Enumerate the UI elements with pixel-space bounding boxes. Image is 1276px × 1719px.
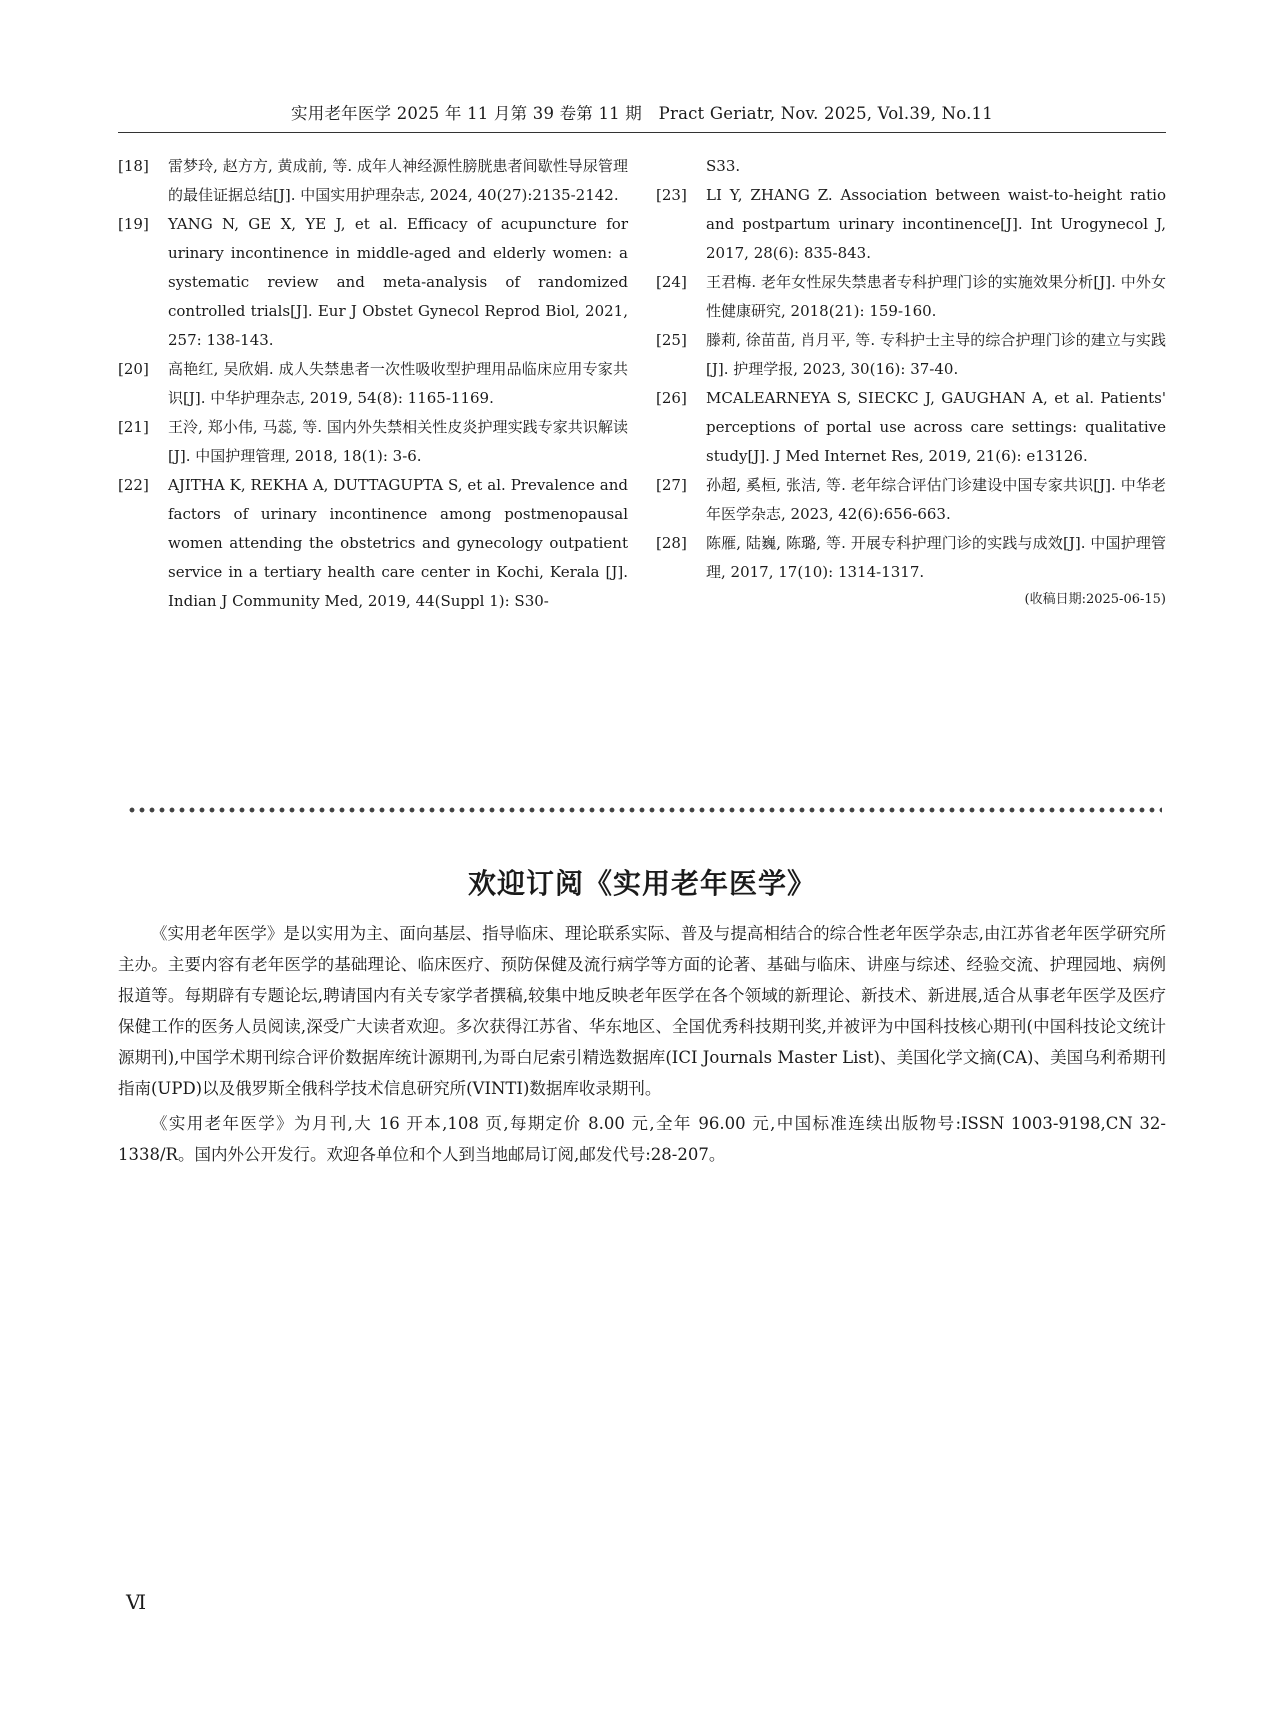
- running-header: 实用老年医学 2025 年 11 月第 39 卷第 11 期 Pract Geriatr, Nov. 2025, Vol.39, No.11: [118, 100, 1166, 133]
- reference-number: [22]: [118, 476, 149, 494]
- reference-number: [20]: [118, 360, 149, 378]
- reference-number: [18]: [118, 157, 149, 175]
- page-number: Ⅵ: [126, 1590, 147, 1614]
- reference-text: 王泠, 郑小伟, 马蕊, 等. 国内外失禁相关性皮炎护理实践专家共识解读[J]. 中国护理管理, 2018, 18(1): 3-6.: [168, 418, 628, 465]
- reference-text: AJITHA K, REKHA A, DUTTAGUPTA S, et al. Prevalence and factors of urinary incontinence among postmenopausal women attending the obstetrics and gynecology outpatient service in a tertiary health care center in Kochi, Kerala [J]. Indian J Community Med, 2019, 44(Suppl 1): S30-: [168, 476, 628, 610]
- references-right-column: [656, 152, 1166, 613]
- reference-item: [118, 471, 628, 616]
- reference-text: 王君梅. 老年女性尿失禁患者专科护理门诊的实施效果分析[J]. 中外女性健康研究, 2018(21): 159-160.: [706, 273, 1166, 320]
- reference-item: [118, 413, 628, 471]
- reference-text: 雷梦玲, 赵方方, 黄成前, 等. 成年人神经源性膀胱患者间歇性导尿管理的最佳证据总结[J]. 中国实用护理杂志, 2024, 40(27):2135-2142.: [168, 157, 628, 204]
- reference-number: [25]: [656, 331, 687, 349]
- reference-item: [656, 326, 1166, 384]
- reference-number: [19]: [118, 215, 149, 233]
- reference-item: [118, 210, 628, 355]
- reference-number: [21]: [118, 418, 149, 436]
- reference-text: LI Y, ZHANG Z. Association between waist-to-height ratio and postpartum urinary incontinence[J]. Int Urogynecol J, 2017, 28(6): 835-843.: [706, 186, 1166, 262]
- reference-text: 孙超, 奚桓, 张洁, 等. 老年综合评估门诊建设中国专家共识[J]. 中华老年医学杂志, 2023, 42(6):656-663.: [706, 476, 1166, 523]
- reference-text: YANG N, GE X, YE J, et al. Efficacy of acupuncture for urinary incontinence in middle-aged and elderly women: a systematic review and meta-analysis of randomized controlled trials[J]. Eur J Obstet Gynecol Reprod Biol, 2021, 257: 138-143.: [168, 215, 628, 349]
- subscription-notice-body: [118, 918, 1166, 1174]
- reference-text: MCALEARNEYA S, SIECKC J, GAUGHAN A, et al. Patients' perceptions of portal use across care settings: qualitative study[J]. J Med Internet Res, 2019, 21(6): e13126.: [706, 389, 1166, 465]
- reference-number: [26]: [656, 389, 687, 407]
- reference-item: [656, 384, 1166, 471]
- reference-number: [23]: [656, 186, 687, 204]
- reference-item: [656, 268, 1166, 326]
- received-date: (收稿日期:2025-06-15): [1024, 592, 1166, 607]
- reference-number: [28]: [656, 534, 687, 552]
- reference-text: 高艳红, 吴欣娟. 成人失禁患者一次性吸收型护理用品临床应用专家共识[J]. 中华护理杂志, 2019, 54(8): 1165-1169.: [168, 360, 628, 407]
- reference-text: 滕莉, 徐苗苗, 肖月平, 等. 专科护士主导的综合护理门诊的建立与实践[J]. 护理学报, 2023, 30(16): 37-40.: [706, 331, 1166, 378]
- section-divider: [128, 806, 1162, 814]
- notice-paragraph: 《实用老年医学》是以实用为主、面向基层、指导临床、理论联系实际、普及与提高相结合的综合性老年医学杂志,由江苏省老年医学研究所主办。主要内容有老年医学的基础理论、临床医疗、预防保健及流行病学等方面的论著、基础与临床、讲座与综述、经验交流、护理园地、病例报道等。每期辟有专题论坛,聘请国内有关专家学者撰稿,较集中地反映老年医学在各个领域的新理论、新技术、新进展,适合从事老年医学及医疗保健工作的医务人员阅读,深受广大读者欢迎。多次获得江苏省、华东地区、全国优秀科技期刊奖,并被评为中国科技核心期刊(中国科技论文统计源期刊),中国学术期刊综合评价数据库统计源期刊,为哥白尼索引精选数据库(ICI Journals Master List)、美国化学文摘(CA)、美国乌利希期刊指南(UPD)以及俄罗斯全俄科学技术信息研究所(VINTI)数据库收录期刊。: [118, 924, 1166, 1098]
- reference-item: [656, 181, 1166, 268]
- reference-item: [656, 471, 1166, 529]
- reference-continuation: S33.: [706, 157, 741, 175]
- reference-number: [24]: [656, 273, 687, 291]
- reference-item: [118, 152, 628, 210]
- references-left-column: [118, 152, 628, 616]
- reference-text: 陈雁, 陆巍, 陈璐, 等. 开展专科护理门诊的实践与成效[J]. 中国护理管理, 2017, 17(10): 1314-1317.: [706, 534, 1166, 581]
- subscription-notice-title: 欢迎订阅《实用老年医学》: [467, 867, 816, 900]
- reference-item: [656, 529, 1166, 587]
- notice-paragraph: 《实用老年医学》为月刊,大 16 开本,108 页,每期定价 8.00 元,全年 96.00 元,中国标准连续出版物号:ISSN 1003-9198,CN 32-1338/R。国内外公开发行。欢迎各单位和个人到当地邮局订阅,邮发代号:28-207。: [118, 1114, 1166, 1164]
- reference-item: [118, 355, 628, 413]
- reference-number: [27]: [656, 476, 687, 494]
